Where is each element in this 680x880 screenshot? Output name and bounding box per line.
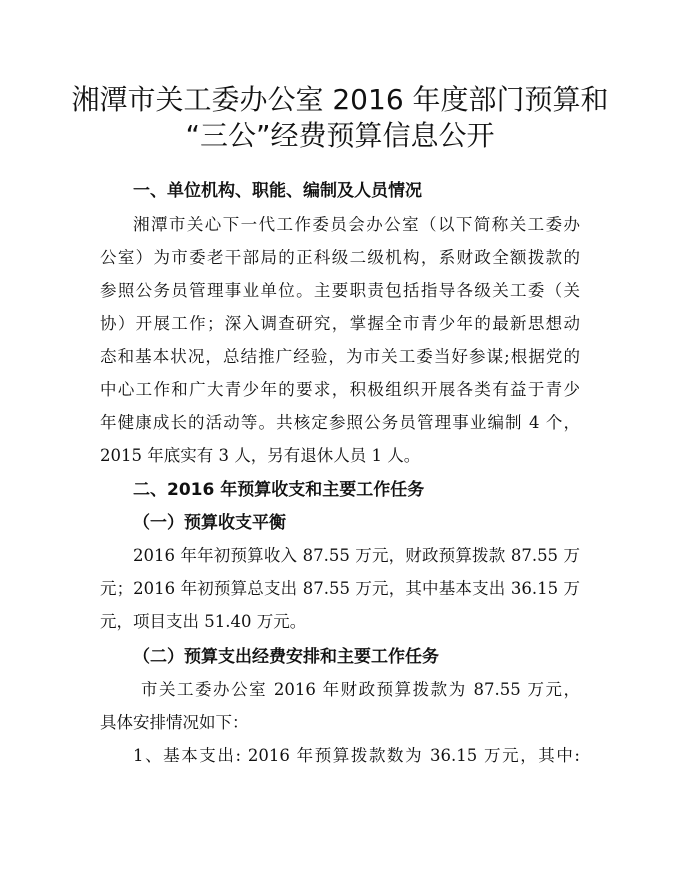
paragraph-line: 市关工委办公室 2016 年财政预算拨款为 87.55 万元， <box>141 680 580 699</box>
paragraph-line: 参照公务员管理事业单位。主要职责包括指导各级关工委（关 <box>100 281 580 300</box>
paragraph-line: 协）开展工作；深入调查研究，掌握全市青少年的最新思想动 <box>100 314 580 333</box>
subsection-2-heading: （二）预算支出经费安排和主要工作任务 <box>133 647 439 667</box>
paragraph-line: 湘潭市关心下一代工作委员会办公室（以下简称关工委办 <box>133 215 580 234</box>
paragraph-line: 公室）为市委老干部局的正科级二级机构，系财政全额拨款的 <box>100 248 580 267</box>
paragraph-line: 元，项目支出 51.40 万元。 <box>100 612 307 631</box>
document-title-line-1: 湘潭市关工委办公室 2016 年度部门预算和 <box>71 83 609 116</box>
subsection-1-heading: （一）预算收支平衡 <box>133 513 286 533</box>
paragraph-line: 元；2016 年初预算总支出 87.55 万元，其中基本支出 36.15 万 <box>100 579 580 598</box>
document-title-line-2: “三公”经费预算信息公开 <box>185 119 495 152</box>
paragraph-line: 年健康成长的活动等。共核定参照公务员管理事业编制 4 个， <box>100 413 580 432</box>
section-2-heading: 二、2016 年预算收支和主要工作任务 <box>133 480 425 500</box>
paragraph-line: 1、基本支出: 2016 年预算拨款数为 36.15 万元，其中: <box>133 746 580 765</box>
paragraph-line: 具体安排情况如下： <box>100 713 249 732</box>
section-1-heading: 一、单位机构、职能、编制及人员情况 <box>133 181 422 201</box>
paragraph-line: 2016 年年初预算收入 87.55 万元，财政预算拨款 87.55 万 <box>133 546 580 565</box>
paragraph-line: 中心工作和广大青少年的要求，积极组织开展各类有益于青少 <box>100 380 580 399</box>
paragraph-line: 2015 年底实有 3 人，另有退休人员 1 人。 <box>100 446 421 465</box>
paragraph-line: 态和基本状况，总结推广经验，为市关工委当好参谋;根据党的 <box>100 347 580 366</box>
